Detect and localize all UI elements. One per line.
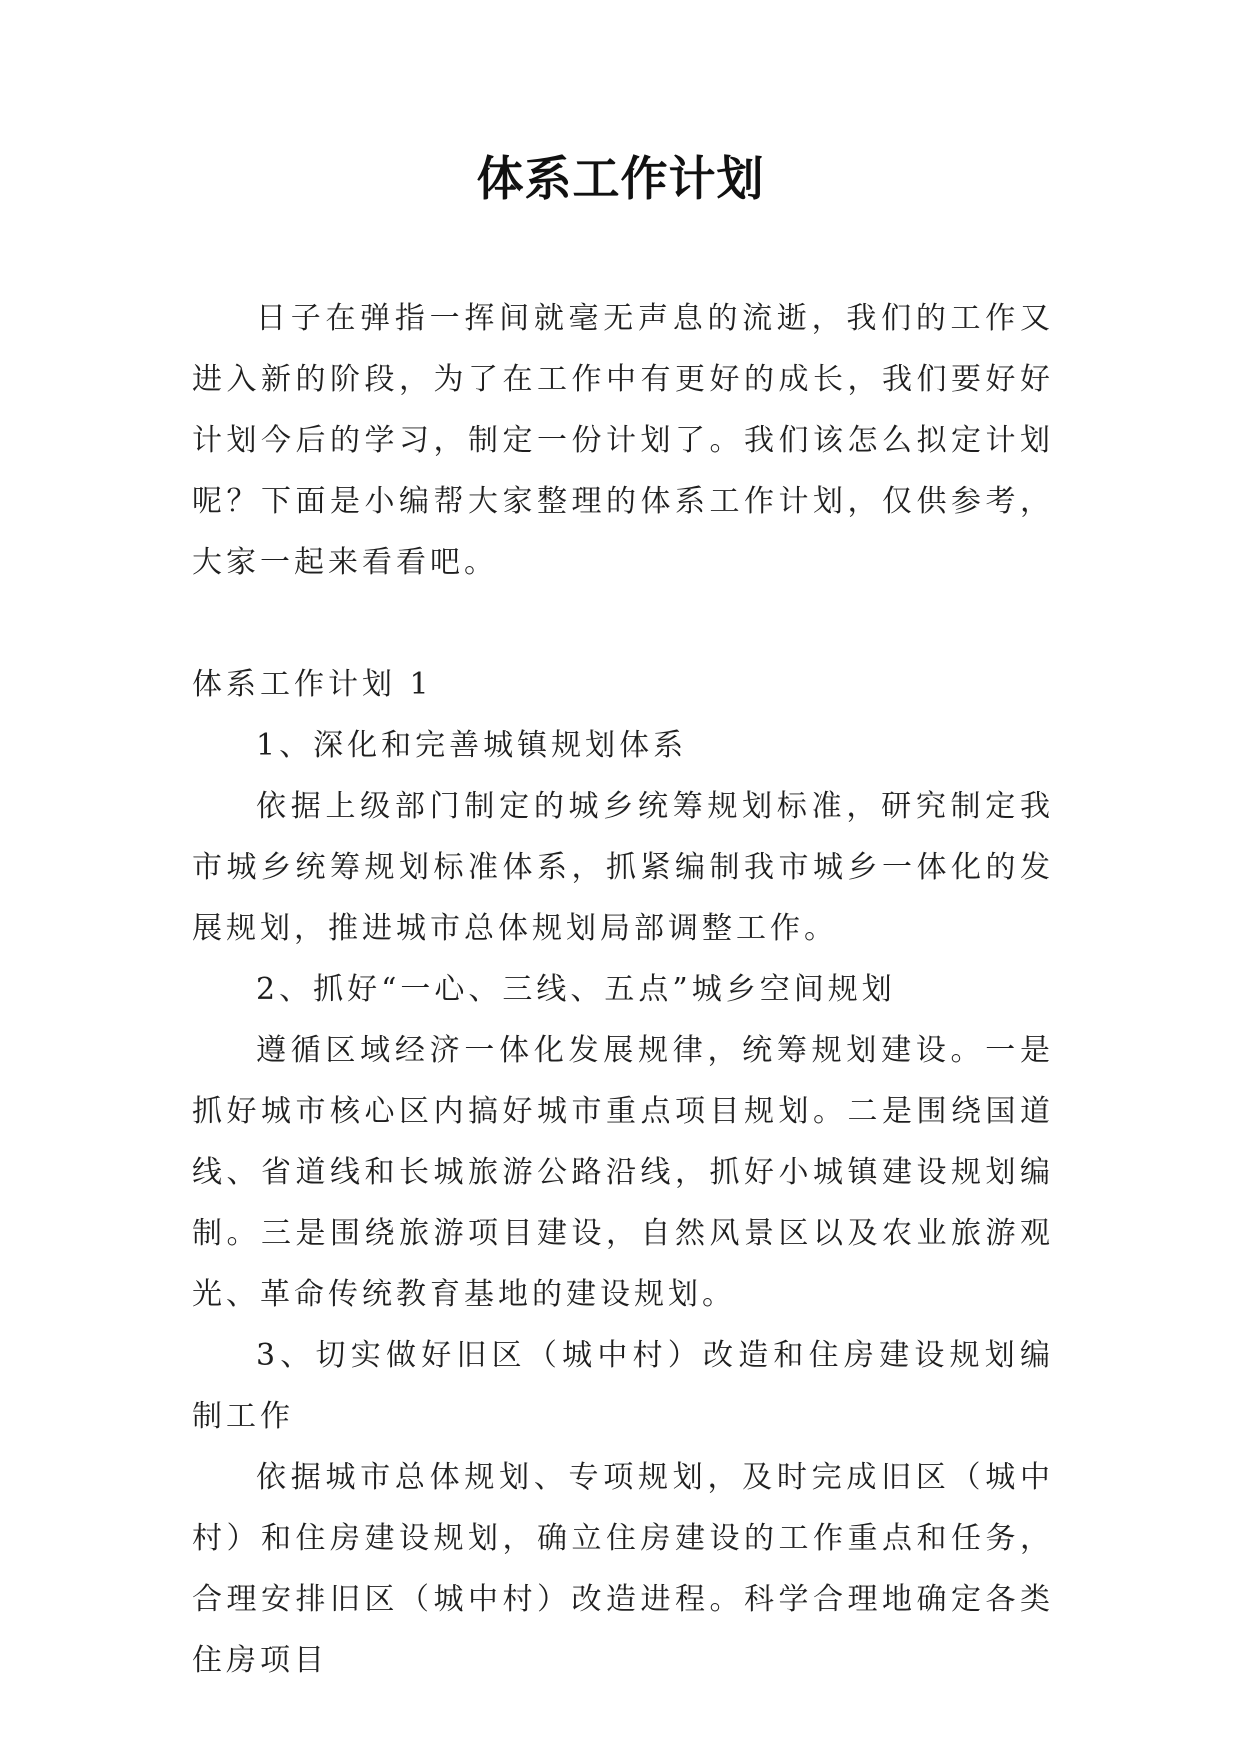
item-heading-1: 1、深化和完善城镇规划体系 [256,728,688,763]
item-heading-3: 3、切实做好旧区（城中村）改造和住房建设规划编制工作 [192,1338,1054,1434]
item-heading-2: 2、抓好“一心、三线、五点”城乡空间规划 [256,972,896,1007]
document-body [192,288,1054,1691]
item-text-1: 依据上级部门制定的城乡统筹规划标准，研究制定我市城乡统筹规划标准体系，抓紧编制我市城乡一体化的发展规划，推进城市总体规划局部调整工作。 [192,789,1054,946]
intro-paragraph: 日子在弹指一挥间就毫无声息的流逝，我们的工作又进入新的阶段，为了在工作中有更好的成长，我们要好好计划今后的学习，制定一份计划了。我们该怎么拟定计划呢？下面是小编帮大家整理的体系工作计划，仅供参考，大家一起来看看吧。 [192,301,1054,580]
section-title: 体系工作计划 1 [192,667,433,702]
item-text-3: 依据城市总体规划、专项规划，及时完成旧区（城中村）和住房建设规划，确立住房建设的工作重点和任务，合理安排旧区（城中村）改造进程。科学合理地确定各类住房项目 [192,1460,1054,1678]
item-text-2: 遵循区域经济一体化发展规律，统筹规划建设。一是抓好城市核心区内搞好城市重点项目规划。二是围绕国道线、省道线和长城旅游公路沿线，抓好小城镇建设规划编制。三是围绕旅游项目建设，自然风景区以及农业旅游观光、革命传统教育基地的建设规划。 [192,1033,1054,1312]
document-title: 体系工作计划 [476,152,765,207]
